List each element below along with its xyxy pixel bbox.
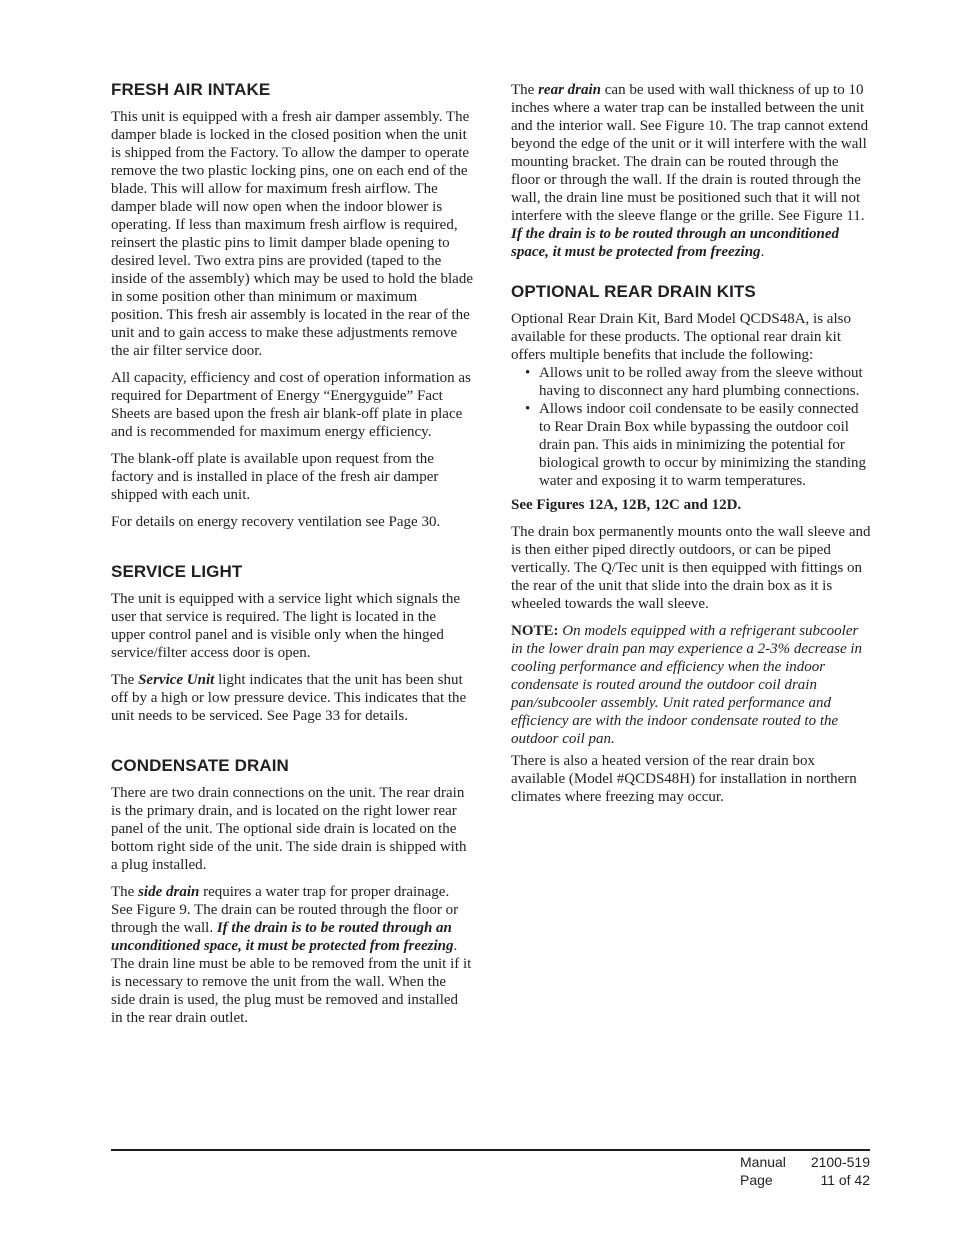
left-column xyxy=(111,80,473,1036)
kits-paragraph-3: There is also a heated version of the rear drain box available (Model #QCDS48H) for installation in northern climates where freezing may occur. xyxy=(511,753,857,805)
section-spacer xyxy=(111,540,473,562)
condensate-paragraph-2 xyxy=(111,883,473,1027)
footer-rule xyxy=(111,1149,870,1151)
fresh-air-paragraph-4: For details on energy recovery ventilation see Page 30. xyxy=(111,514,441,530)
text-run: The xyxy=(111,672,139,688)
list-item xyxy=(511,364,871,400)
fresh-air-paragraph-1: This unit is equipped with a fresh air damper assembly. The damper blade is locked in the closed position when the unit is shipped from the Factory. To allow the damper to operate remove the two plastic locking pins, one on each end of the blade. This will allow for maximum fresh airflow. The damper blade will now open when the indoor blower is operating. If less than maximum fresh airflow is required, reinsert the plastic pins to limit damper blade opening to desired level. Two extra pins are provided (taped to the inside of the assembly) which may be used to hold the blade in some position other than minimum or maximum position. This fresh air assembly is located in the rear of the unit and to gain access to make these adjustments remove the air filter service door. xyxy=(111,109,473,359)
footer-page-row xyxy=(740,1171,870,1189)
section-spacer xyxy=(511,270,871,282)
list-item-text: Allows indoor coil condensate to be easily connected to Rear Drain Box while bypassing the outdoor coil drain pan. This aids in minimizing the potential for biological growth to occur by minimizing the standing water and exposing it to warm temperatures. xyxy=(539,401,867,489)
list-item xyxy=(511,400,871,490)
see-figures-reference: See Figures 12A, 12B, 12C and 12D. xyxy=(511,497,742,513)
condensate-paragraph-1: There are two drain connections on the unit. The rear drain is the primary drain, and is located on the right lower rear panel of the unit. The optional side drain is located on the bottom right side of the unit. The side drain is shipped with a plug installed. xyxy=(111,785,467,873)
text-run: light indicates that the unit has been shut off by a high or low pressure device. This indicates that the unit needs to be serviced. See Page 33 for details. xyxy=(111,672,467,724)
service-unit-term: Service Unit xyxy=(138,672,215,688)
page-label: Page xyxy=(740,1172,773,1188)
bullet-icon: • xyxy=(525,401,531,417)
note-label: NOTE: xyxy=(511,623,559,639)
freezing-warning: If the drain is to be routed through an unconditioned space, it must be protected from freezing xyxy=(111,920,454,954)
kits-paragraph-1: Optional Rear Drain Kit, Bard Model QCDS48A, is also available for these products. The optional rear drain kit offers multiple benefits that include the following: xyxy=(511,311,851,363)
text-run: . xyxy=(760,244,765,260)
service-light-heading: SERVICE LIGHT xyxy=(111,562,243,581)
page-footer xyxy=(740,1153,870,1189)
fresh-air-paragraph-3: The blank-off plate is available upon request from the factory and is installed in place of the fresh air damper shipped with each unit. xyxy=(111,451,439,503)
text-run: The xyxy=(511,82,539,98)
list-item-text: Allows unit to be rolled away from the sleeve without having to disconnect any hard plumbing connections. xyxy=(539,365,863,399)
freezing-warning: If the drain is to be routed through an unconditioned space, it must be protected from freezing xyxy=(511,226,839,260)
side-drain-term: side drain xyxy=(138,884,200,900)
bullet-icon: • xyxy=(525,365,531,381)
rear-drain-term: rear drain xyxy=(538,82,602,98)
right-column xyxy=(511,81,871,815)
service-light-paragraph-1: The unit is equipped with a service light which signals the user that service is required. The light is located in the upper control panel and is visible only when the hinged service/filter access door is open. xyxy=(111,591,461,661)
page-number: 11 of 42 xyxy=(820,1172,870,1188)
footer-manual-row xyxy=(740,1153,870,1171)
note-paragraph xyxy=(511,622,871,748)
service-light-paragraph-2 xyxy=(111,671,473,725)
text-run: requires a water trap for proper drainage. See Figure 9. The drain can be routed through the floor or through the wall. xyxy=(111,884,459,936)
manual-number: 2100-519 xyxy=(810,1154,870,1170)
manual-label: Manual xyxy=(740,1154,786,1170)
rear-drain-paragraph xyxy=(511,81,871,261)
fresh-air-paragraph-2: All capacity, efficiency and cost of operation information as required for Department of Energy “Energyguide” Fact Sheets are based upon the fresh air blank-off plate in place and is recommended for maximum energy efficiency. xyxy=(111,370,471,440)
benefits-list xyxy=(511,364,871,490)
section-spacer xyxy=(111,734,473,756)
optional-rear-drain-kits-heading: OPTIONAL REAR DRAIN KITS xyxy=(511,282,756,301)
text-run: can be used with wall thickness of up to 10 inches where a water trap can be installed between the unit and the interior wall. See Figure 10. The trap cannot extend beyond the edge of the unit or it will interfere with the wall mounting bracket. The drain can be routed through the floor or through the wall. If the drain is routed through the wall, the drain line must be positioned such that it will not interfere with the sleeve flange or the grille. See Figure 11. xyxy=(511,82,869,224)
note-text: On models equipped with a refrigerant subcooler in the lower drain pan may experience a 2-3% decrease in cooling performance and efficiency when the indoor condensate is routed around the outdoor coil drain pan/subcooler assembly. Unit rated performance and efficiency are with the indoor condensate routed to the outdoor coil pan. xyxy=(511,623,863,747)
text-run: . The drain line must be able to be removed from the unit if it is necessary to remove the unit from the wall. When the side drain is used, the plug must be removed and installed in the rear drain outlet. xyxy=(111,938,472,1026)
condensate-drain-heading: CONDENSATE DRAIN xyxy=(111,756,289,775)
fresh-air-intake-heading: FRESH AIR INTAKE xyxy=(111,80,271,99)
kits-paragraph-2: The drain box permanently mounts onto the wall sleeve and is then either piped directly outdoors, or can be piped vertically. The Q/Tec unit is then equipped with fittings on the rear of the unit that slide into the drain box as it is wheeled towards the wall sleeve. xyxy=(511,524,871,612)
text-run: The xyxy=(111,884,139,900)
